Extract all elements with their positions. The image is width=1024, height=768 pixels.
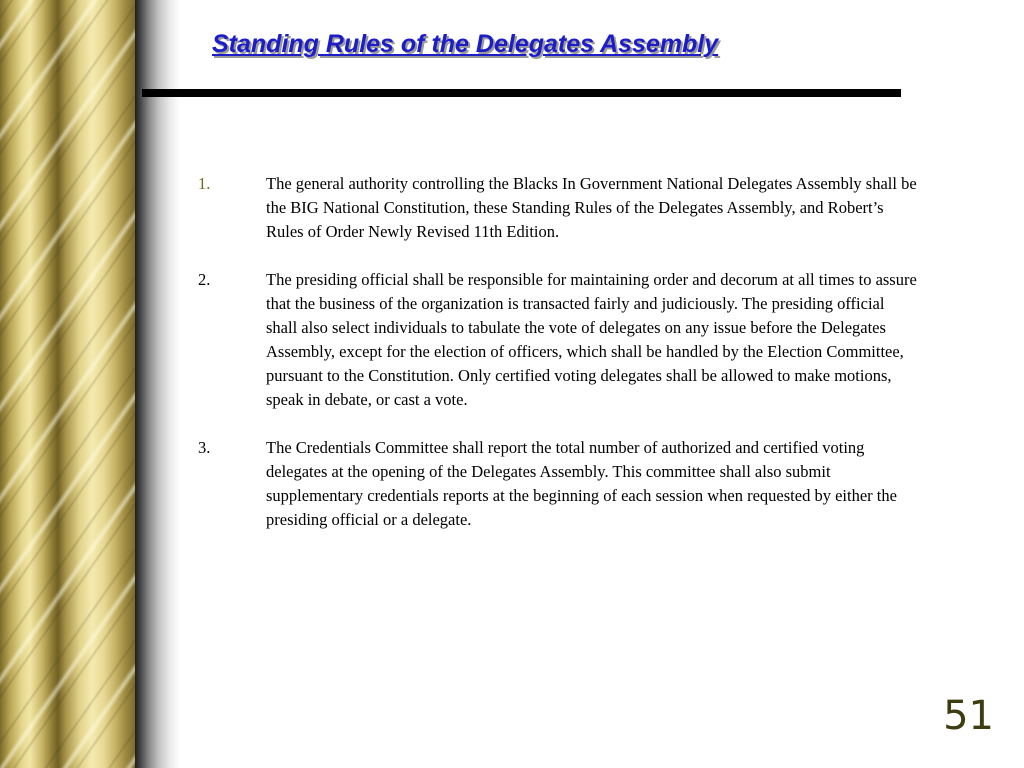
list-item	[198, 172, 918, 244]
list-item	[198, 436, 918, 532]
rule-number: 2.	[198, 270, 211, 289]
rule-text: The Credentials Committee shall report the total number of authorized and certified voting delegates at the opening of the Delegates Assembly. This committee shall also submit supplementary credentials reports at the beginning of each session when requested by either the presiding official or a delegate.	[266, 438, 897, 529]
rule-number: 3.	[198, 438, 211, 457]
rule-text: The general authority controlling the Blacks In Government National Delegates Assembly shall be the BIG National Constitution, these Standing Rules of the Delegates Assembly, and Robert’s Rules of Order Newly Revised 11th Edition.	[266, 174, 917, 241]
rule-text: The presiding official shall be responsible for maintaining order and decorum at all times to assure that the business of the organization is transacted fairly and judiciously. The presiding official shall also select individuals to tabulate the vote of delegates on any issue before the Delegates Assembly, except for the election of officers, which shall be handled by the Election Committee, pursuant to the Constitution. Only certified voting delegates shall be allowed to make motions, speak in debate, or cast a vote.	[266, 270, 917, 409]
gold-pillar-decoration	[0, 0, 135, 768]
page-number: 51	[943, 693, 994, 739]
standing-rules-list	[198, 172, 918, 556]
title-divider	[142, 89, 901, 97]
pillar-shadow	[135, 0, 180, 768]
list-item	[198, 268, 918, 412]
slide-title: Standing Rules of the Delegates Assembly	[212, 30, 719, 58]
rule-number: 1.	[198, 174, 211, 193]
